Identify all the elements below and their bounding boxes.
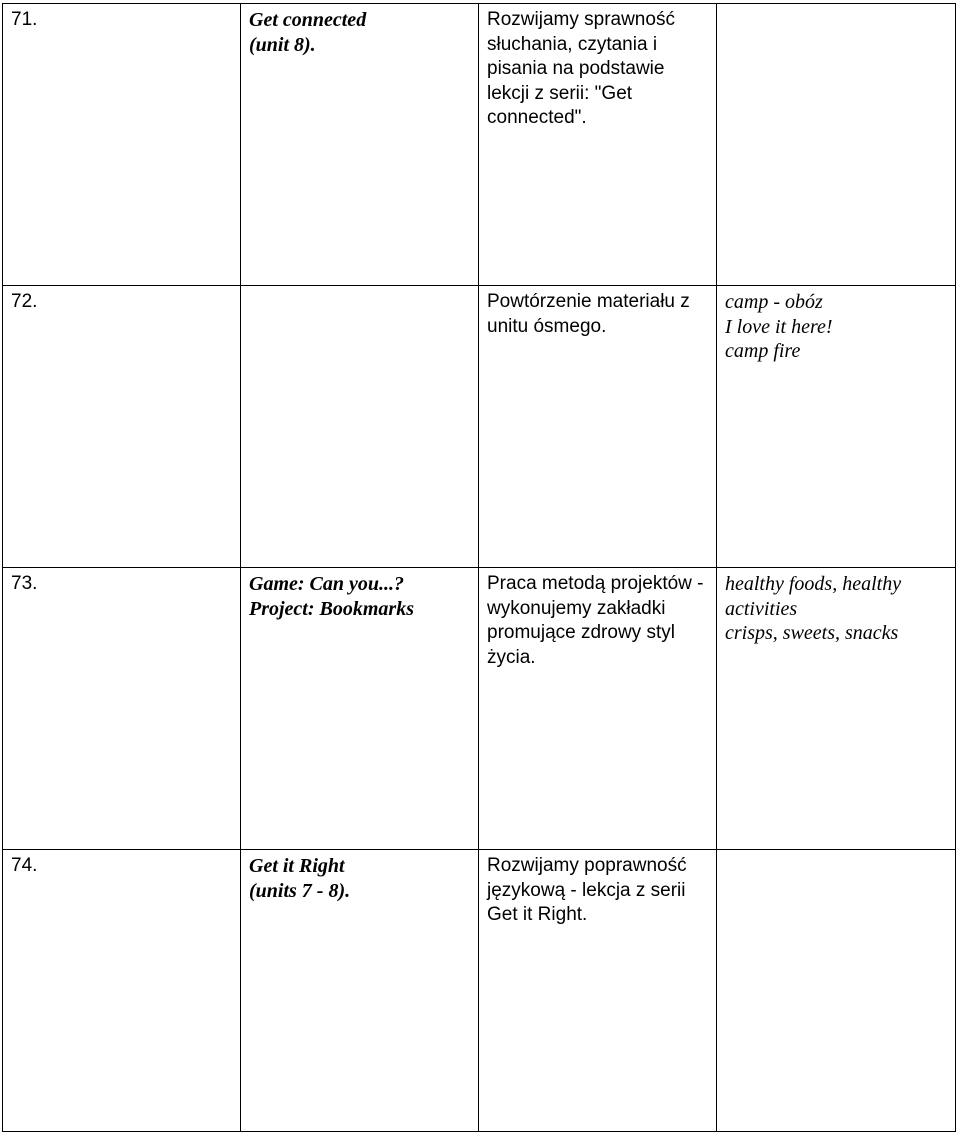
lesson-description-line: connected".: [487, 107, 587, 128]
lesson-topic-cell: [241, 568, 479, 850]
lesson-number-cell: [3, 568, 241, 850]
lesson-description-line: życia.: [487, 646, 536, 668]
lesson-vocabulary-line: I love it here!: [725, 315, 833, 338]
lesson-description-cell: [479, 4, 717, 286]
lesson-number-cell: [3, 286, 241, 568]
lesson-description-line: lekcji z serii: "Get: [487, 82, 633, 104]
lesson-description-line: promujące zdrowy styl: [487, 622, 675, 643]
lesson-description-line: unitu ósmego.: [487, 315, 607, 337]
lesson-description-line: słuchania, czytania i: [487, 33, 658, 55]
lesson-topic-line: Get it Right: [249, 855, 345, 877]
lesson-number: 74.: [11, 855, 38, 876]
lesson-topic-line: Get connected: [249, 9, 367, 31]
lesson-description-line: pisania na podstawie: [487, 58, 665, 79]
lesson-vocabulary-cell: [717, 286, 956, 568]
lesson-description-cell: [479, 850, 717, 1132]
lesson-topic-cell: [241, 4, 479, 286]
lesson-description-cell: [479, 286, 717, 568]
lesson-topic-line: (units 7 - 8).: [249, 879, 351, 902]
lesson-vocabulary-cell: [717, 568, 956, 850]
lesson-vocabulary-line: activities: [725, 597, 798, 620]
lesson-description-line: Praca metodą projektów -: [487, 573, 704, 594]
lesson-vocabulary-cell: [717, 4, 956, 286]
lesson-number: 71.: [11, 9, 38, 30]
lesson-number-cell: [3, 850, 241, 1132]
table-row: [3, 4, 956, 286]
table-row: [3, 568, 956, 850]
lesson-plan-table: [2, 3, 956, 1132]
lesson-vocabulary-line: camp - obóz: [725, 291, 823, 313]
lesson-description-line: wykonujemy zakładki: [487, 597, 666, 619]
lesson-topic-cell: [241, 850, 479, 1132]
lesson-description-line: Rozwijamy poprawność: [487, 855, 687, 876]
lesson-description-line: Rozwijamy sprawność: [487, 9, 675, 30]
lesson-number: 72.: [11, 291, 38, 312]
lesson-vocabulary-line: healthy foods, healthy: [725, 573, 902, 595]
lesson-number: 73.: [11, 573, 38, 594]
lesson-vocabulary-line: crisps, sweets, snacks: [725, 622, 899, 644]
table-row: [3, 286, 956, 568]
lesson-topic-line: (unit 8).: [249, 33, 316, 56]
lesson-description-line: Get it Right.: [487, 904, 588, 925]
lesson-topic-line: Game: Can you...?: [249, 573, 404, 595]
lesson-description-line: językową - lekcja z serii: [487, 879, 686, 901]
lesson-topic-cell: [241, 286, 479, 568]
lesson-vocabulary-line: camp fire: [725, 340, 801, 362]
lesson-topic-line: Project: Bookmarks: [249, 597, 414, 620]
lesson-vocabulary-cell: [717, 850, 956, 1132]
table-row: [3, 850, 956, 1132]
lesson-number-cell: [3, 4, 241, 286]
lesson-description-line: Powtórzenie materiału z: [487, 291, 690, 312]
lesson-description-cell: [479, 568, 717, 850]
